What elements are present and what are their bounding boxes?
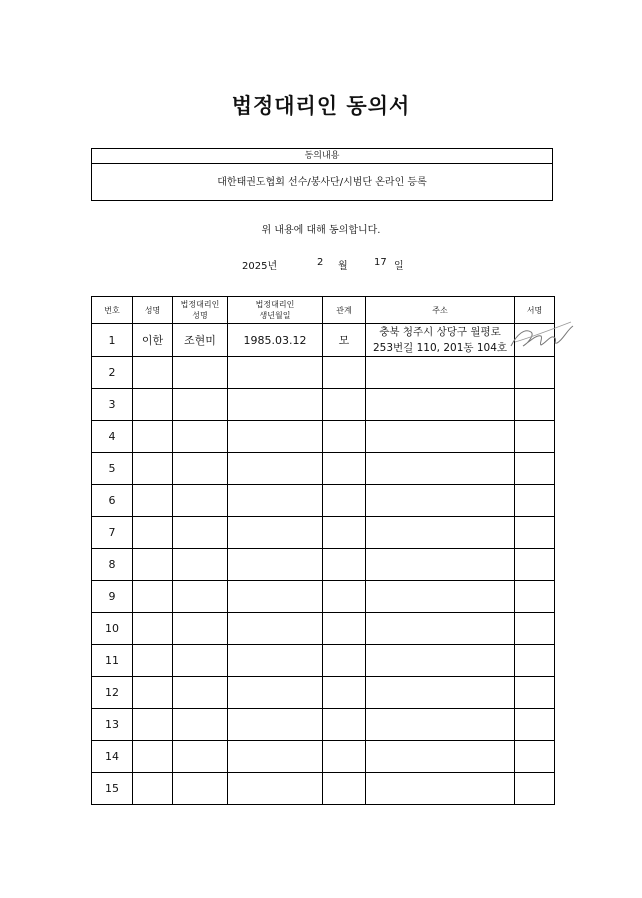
row-guardian-name <box>173 485 228 517</box>
row-guardian-birth <box>228 741 323 773</box>
table-row <box>92 389 555 421</box>
row-guardian-name <box>173 517 228 549</box>
header-name: 성명 <box>133 297 173 324</box>
row-guardian-name: 조현미 <box>173 324 228 357</box>
row-name <box>133 549 173 581</box>
row-guardian-name <box>173 677 228 709</box>
consent-content-box <box>91 148 553 201</box>
row-name <box>133 581 173 613</box>
table-row <box>92 485 555 517</box>
row-guardian-birth <box>228 581 323 613</box>
row-relation <box>323 773 366 805</box>
row-number: 15 <box>92 773 133 805</box>
consent-text: 대한태권도협회 선수/봉사단/시범단 온라인 등록 <box>217 177 427 188</box>
row-signature <box>515 741 555 773</box>
row-name <box>133 709 173 741</box>
row-guardian-birth <box>228 645 323 677</box>
header-signature: 서명 <box>515 297 555 324</box>
table-header-row <box>92 297 555 324</box>
row-signature <box>515 709 555 741</box>
row-address <box>366 324 515 357</box>
row-guardian-birth: 1985.03.12 <box>228 324 323 357</box>
row-relation <box>323 613 366 645</box>
row-name <box>133 645 173 677</box>
row-relation <box>323 581 366 613</box>
row-number: 4 <box>92 421 133 453</box>
row-number: 13 <box>92 709 133 741</box>
row-address <box>366 677 515 709</box>
row-signature <box>515 773 555 805</box>
table-row <box>92 677 555 709</box>
row-number: 2 <box>92 357 133 389</box>
row-guardian-birth <box>228 709 323 741</box>
row-name <box>133 517 173 549</box>
row-relation <box>323 677 366 709</box>
row-number: 14 <box>92 741 133 773</box>
row-name <box>133 677 173 709</box>
row-number: 5 <box>92 453 133 485</box>
row-guardian-name <box>173 709 228 741</box>
date-year: 2025년 <box>242 261 278 272</box>
row-address-line2: 253번길 110, 201동 104호 <box>372 342 508 354</box>
row-guardian-birth <box>228 357 323 389</box>
row-relation <box>323 709 366 741</box>
table-row <box>92 581 555 613</box>
row-address <box>366 581 515 613</box>
row-guardian-name <box>173 741 228 773</box>
row-number: 6 <box>92 485 133 517</box>
table-row <box>92 517 555 549</box>
signature-image <box>505 316 577 356</box>
row-signature <box>515 645 555 677</box>
row-name <box>133 389 173 421</box>
row-number: 7 <box>92 517 133 549</box>
row-relation <box>323 485 366 517</box>
row-relation <box>323 549 366 581</box>
row-relation <box>323 517 366 549</box>
row-guardian-birth <box>228 453 323 485</box>
table-row <box>92 357 555 389</box>
row-address <box>366 741 515 773</box>
header-no: 번호 <box>92 297 133 324</box>
consent-header: 동의내용 <box>92 149 552 164</box>
row-signature <box>515 485 555 517</box>
header-guardian-birth <box>228 297 323 324</box>
document-title: 법정대리인 동의서 <box>231 93 411 118</box>
date-day: 17 <box>374 257 387 268</box>
row-address <box>366 453 515 485</box>
row-signature <box>515 357 555 389</box>
table-row <box>92 421 555 453</box>
row-signature <box>515 581 555 613</box>
row-guardian-name <box>173 453 228 485</box>
header-guardian-birth-line1: 법정대리인 <box>255 300 295 309</box>
row-guardian-name <box>173 613 228 645</box>
row-guardian-birth <box>228 389 323 421</box>
table-row <box>92 549 555 581</box>
row-relation <box>323 453 366 485</box>
row-guardian-name <box>173 549 228 581</box>
row-guardian-name <box>173 357 228 389</box>
row-guardian-name <box>173 389 228 421</box>
row-signature <box>515 389 555 421</box>
row-guardian-birth <box>228 773 323 805</box>
date-day-unit: 일 <box>394 261 404 272</box>
row-guardian-birth <box>228 677 323 709</box>
row-name <box>133 613 173 645</box>
row-address <box>366 389 515 421</box>
table-row <box>92 741 555 773</box>
row-guardian-birth <box>228 517 323 549</box>
row-signature <box>515 549 555 581</box>
row-address <box>366 709 515 741</box>
row-guardian-name <box>173 581 228 613</box>
row-number: 1 <box>92 324 133 357</box>
row-name <box>133 741 173 773</box>
row-address <box>366 773 515 805</box>
table-row <box>92 645 555 677</box>
header-guardian-name-line1: 법정대리인 <box>180 300 220 309</box>
date-month-unit: 월 <box>338 261 348 272</box>
header-relation: 관계 <box>323 297 366 324</box>
table-row <box>92 773 555 805</box>
row-guardian-name <box>173 645 228 677</box>
row-signature <box>515 613 555 645</box>
row-relation: 모 <box>323 324 366 357</box>
date-month: 2 <box>317 257 324 268</box>
row-relation <box>323 357 366 389</box>
row-relation <box>323 645 366 677</box>
row-name <box>133 357 173 389</box>
guardian-table <box>91 296 555 805</box>
row-address <box>366 645 515 677</box>
row-relation <box>323 421 366 453</box>
row-name: 이한 <box>133 324 173 357</box>
row-number: 9 <box>92 581 133 613</box>
header-guardian-birth-line2: 생년월일 <box>259 311 291 320</box>
row-name <box>133 773 173 805</box>
row-signature <box>515 517 555 549</box>
row-address-line1: 충북 청주시 상당구 월평로 <box>379 326 501 338</box>
row-address <box>366 421 515 453</box>
row-address <box>366 357 515 389</box>
row-signature <box>515 453 555 485</box>
table-row <box>92 324 555 357</box>
row-name <box>133 485 173 517</box>
row-name <box>133 453 173 485</box>
row-address <box>366 517 515 549</box>
row-guardian-name <box>173 773 228 805</box>
row-address <box>366 549 515 581</box>
row-relation <box>323 741 366 773</box>
row-signature <box>515 421 555 453</box>
header-guardian-name <box>173 297 228 324</box>
row-number: 10 <box>92 613 133 645</box>
header-guardian-name-line2: 성명 <box>192 311 208 320</box>
table-row <box>92 613 555 645</box>
row-address <box>366 613 515 645</box>
agree-statement: 위 내용에 대해 동의합니다. <box>261 225 381 236</box>
row-guardian-birth <box>228 549 323 581</box>
row-number: 3 <box>92 389 133 421</box>
row-guardian-name <box>173 421 228 453</box>
header-address: 주소 <box>366 297 515 324</box>
row-address <box>366 485 515 517</box>
table-row <box>92 709 555 741</box>
row-guardian-birth <box>228 613 323 645</box>
row-signature <box>515 677 555 709</box>
table-row <box>92 453 555 485</box>
row-relation <box>323 389 366 421</box>
row-number: 8 <box>92 549 133 581</box>
row-number: 12 <box>92 677 133 709</box>
row-guardian-birth <box>228 421 323 453</box>
row-guardian-birth <box>228 485 323 517</box>
row-number: 11 <box>92 645 133 677</box>
row-name <box>133 421 173 453</box>
